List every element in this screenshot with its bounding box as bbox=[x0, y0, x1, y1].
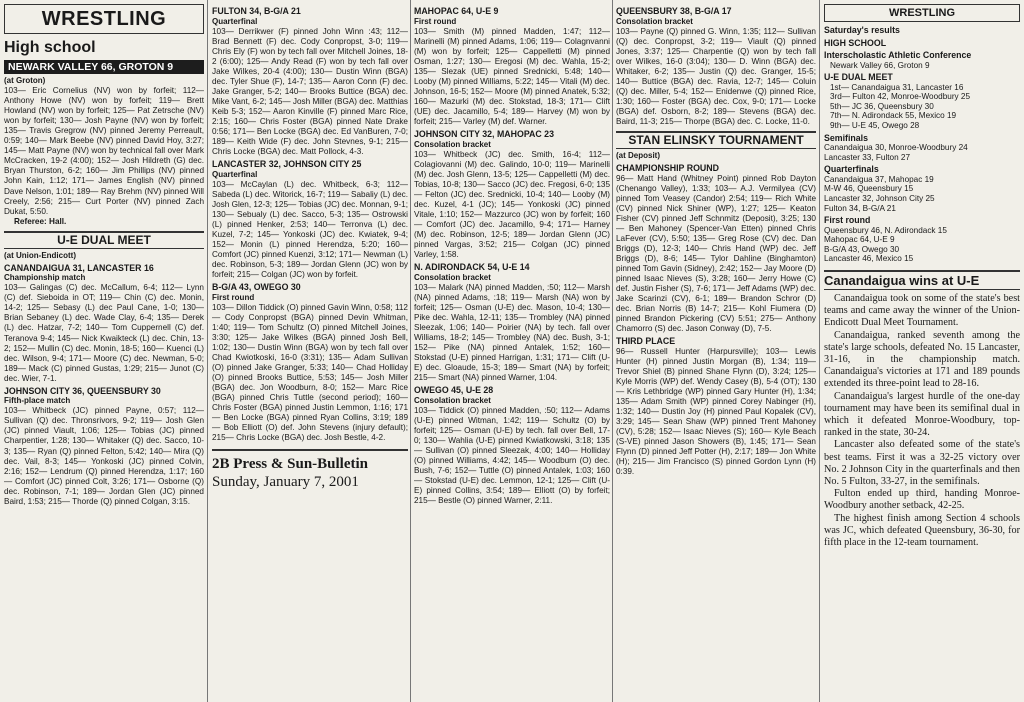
column-3 bbox=[414, 4, 610, 700]
round-label: Quarterfinal bbox=[212, 16, 258, 26]
column-rule bbox=[819, 0, 820, 702]
meet-results: 103— Galingas (C) dec. McCallum, 6-4; 112— Lynn (C) def. Sieboida in OT; 119— Chin (C) dec. Monin, 14-2; 125— Sebasy (L) dec Paul Cane, 1-0; 130— Brian Sebaney (L) dec. Wade Clay, 6-4; 135— Derek (L) dec. Hatzar, 7-2; 140— Tom Cuppernell (C) def. Teranova 9-4; 145— Nick Kwaikteck (L) dec. Chin, 13-2; 152— Mullin (C) dec. Monin, 18-5; 160— Kuenci (L) dec. Wilson, 9-4; 171— Moore (C) dec. Newman, 5-0; 189— Mack (C) pinned Gustas, 1:29; 215— Junot (C) dec. Wier, 7-1. bbox=[4, 283, 204, 383]
meet-heading: LANCASTER 32, JOHNSON CITY 25 bbox=[212, 159, 362, 170]
meet-results: 103— Malark (NA) pinned Madden, :50; 112— Marsh (NA) pinned Adams, :18; 119— Marsh (NA) won by forfeit; 125— Osman (U-E) dec. Mason, 10-4; 130— Pike dec. Wahla, 12-11; 135— Trombley (NA) pinned Sleezak, 1:06; 140— Poirier (NA) by tech. fall over Williams, 18-2; 145— Trombley (NA) dec. Bush, 3-1; 152— Pike (NA) pinned Antalek, 1:52; 160— Stokstad (U-E) pinned Harrigan, 1:31; 171— Clift (U-E) dec. Gloaude, 15-3; 189— Smart (NA) by forfeit; 215— Smart (NA) pinned Warner, 1:04. bbox=[414, 282, 610, 383]
meet-results: 103— Dillon Tiddick (O) pinned Gavin Winn, 0:58; 112— Cody Conpropst (BGA) pinned Devin Whitman, 1:40; 119— Tom Schultz (O) pinned Mitchell Joines, 3:30; 125— Jake Wilkes (BGA) pinned Josh Bell, 1:02; 130— Dustin Winn (BGA) won by tech fall over Chad Kwiotkoski, 16-0 (3:31); 135— Adam Sullivan (O) pinned Jake Granger, 5:33; 140— Chad Holliday (O) pinned Brooks Buttice, 5:53; 145— Josh Miller (BGA) dec. Jon Woodburn, 8-0; 152— Marc Rice (BGA) pinned Chris Tuttle (second period); 160— Chris Foster (BGA) pinned Justin Lemmon, 1:16; 171— Ben Locke (BGA) pinned Ryan Collins, 3:19; 189— Bob Elliott (O) def. John Stevens (injury default); 215— Chris Locke (BGA) dec. Josh Bestle, 4-2. bbox=[212, 302, 408, 443]
result-line: 1st— Canandaigua 31, Lancaster 16 bbox=[830, 82, 964, 92]
round-label: First round bbox=[414, 16, 457, 26]
page-number: 2B bbox=[212, 456, 230, 473]
meet-location: (at Deposit) bbox=[616, 151, 660, 161]
meet-heading: FULTON 34, B-G/A 21 bbox=[212, 6, 301, 16]
column-4 bbox=[616, 4, 816, 700]
meet-results: 103— Derrikwer (F) pinned John Winn :43; 112— Brad Bennett (F) dec. Cody Conpropst, 3-0; 119— Chris Ely (F) won by tech fall over Mitchell Joines, 18-2 (6:00); 125— Andy Read (F) won by tech fall over Jake Wilkes, 20-4 (4:00); 130— Dustin Winn (BGA) dec. Tyler Shue (F), 14-7; 135— Aaron Conn (F) dec. Jake Granger, 5-2; 140— Brooks Buttice (BGA) dec. Mike Vant, 6-2; 145— Josh Miller (BGA) dec. Matthias Keib 5-3; 152— Aaron Kinville (F) pinned Marc Rice, 2:15; 160— Chris Foster (BGA) pinned Nate Drake 0:56; 171— Ben Locke (BGA) dec. Ed VanBuren, 7-0; 189— Keith Wide (F) dec. John Stevnes, 9-1; 215— Chris Locke (BGA) dec. Matt Pollock, 4-3. bbox=[212, 26, 408, 157]
story-paragraph: Fulton ended up third, handing Monroe-Woodbury another setback, 42-25. bbox=[824, 488, 1020, 512]
result-line: Queensbury 46, N. Adirondack 15 bbox=[824, 225, 947, 235]
result-line: B-G/A 43, Owego 30 bbox=[824, 244, 900, 254]
story-paragraph: The highest finish among Section 4 schools was JC, which defeated Queensbury, 36-30, for fifth place in the 12-team tournament. bbox=[824, 512, 1020, 549]
meet-results: 103— McCaylan (L) dec. Whitbeck, 6-3; 112— Sabeda (L) dec. Witorick, 16-7; 119— Sabaliy (L) dec. Josh Glen, 12-3; 125— Tobias (JC) dec. Monnan, 9-1; 130— Sebualy (L) dec. Sacco, 5-3; 135— Ostrowski (L) pinned Henker, 2:53; 140— Terronva (L) dec. Kuzel, 7-2; 145— Yonkoski (JC) dec. Kwiatek, 9-4; 152— Monin (L) pinned Herendza, 5:20; 160— Comfort (JC) pinned Kuenzi, 3:12; 171— Newman (L) dec. Robinson, 5-3; 189— Jordan Glenn (JC) won by forfeit; 215— Colgan (JC) won by forfeit. bbox=[212, 179, 408, 280]
meet-location: (at Union-Endicott) bbox=[4, 250, 76, 260]
round-label: Quarterfinal bbox=[212, 169, 258, 179]
meet-heading: B-G/A 43, OWEGO 30 bbox=[212, 282, 301, 293]
round-label: THIRD PLACE bbox=[616, 336, 676, 347]
column-rule bbox=[207, 0, 208, 702]
story-headline: Canandaigua wins at U-E bbox=[824, 270, 1020, 290]
result-line: Fulton 34, B-G/A 21 bbox=[824, 203, 896, 213]
story-paragraph: Lancaster also defeated some of the state's best teams. First it was a 32-25 victory over No. 2 Johnson City in the quarterfinals and then No. 5 Fulton, 33-27, in the semifinals. bbox=[824, 439, 1020, 488]
results-heading: Interscholastic Athletic Conference bbox=[824, 50, 972, 60]
meet-location: (at Groton) bbox=[4, 76, 46, 85]
result-line: 7th— N. Adirondack 55, Mexico 19 bbox=[830, 111, 957, 121]
result-line: 3rd— Fulton 42, Monroe-Woodbury 25 bbox=[830, 92, 971, 102]
round-label: CHAMPIONSHIP ROUND bbox=[616, 163, 719, 174]
round-label: Consolation bracket bbox=[414, 272, 491, 282]
result-line: Mahopac 64, U-E 9 bbox=[824, 235, 895, 245]
results-heading: Semifinals bbox=[824, 132, 869, 143]
meet-results: 103— Whitbeck (JC) dec. Smith, 16-4; 112— Colagiovanni (M) dec. Galindo, 10-0; 119— Marinelli (M) dec. Josh Glenn, 13-5; 125— Cappelletti (M) dec. Tobias, 10-8; 130— Sacco (JC) dec. Fregosi, 6-0; 135— Felton (JC) dec. Srednicki, 10-4; 140— Looby (M) dec. Kuzel, 4-1 (JC); 145— Yonkoski (JC) pinned Vitale, 1:10; 152— Mazzurco (JC) won by forfeit; 160— Comfort (JC) dec. Jacamillo, 9-4; 171— Harney (M) dec. Robinson, 12-5; 189— Jordan Glenn (JC) pinned Vargas, 3:52; 215— Colgan (JC) pinned Varley, 1:58. bbox=[414, 149, 610, 260]
round-label: Fifth-place match bbox=[4, 396, 71, 406]
result-line: 5th— JC 36, Queensbury 30 bbox=[830, 101, 934, 111]
result-line: Lancaster 32, Johnson City 25 bbox=[824, 193, 935, 203]
meet-results: 96— Matt Hand (Whitney Point) pinned Rob Dayton (Chenango Valley), 1:33; 103— A.J. Vermilyea (CV) pinned Tom Veasey (Candor) 2:54; 119— Rich White (CV) pinned Nick Shiner (WP), 1:27; 125— Keaton Fisher (CV) pinned Jeff Schnmitz (Deposit), 3:25; 130— Ben Mahoney (Spencer-Van Etten) pinned Chris LaFever (CV), 5:50; 135— Greg Rose (CV) dec. Dan Briggs (D), 12-3; 140— Chris Hand (WP) dec. Jeff Briggs (D), 8-6; 145— Tylor Dahline (Binghamton) pinned Tom Gavin (Sidney), 2:42; 152— Jay Moore (D) pinned Isaac Nieves (S), 3:28; 160— Jerry Howe (C) def. Justin Fisher (S), 7-6; 171— Jeff Adams (WP) dec. Jake Scarinzi (CV), 6-1; 189— Brandon Schror (D) dec. Brian Norris (B) 14-7; 215— Kohl Fiumera (D) pinned Brandon Pickering (CV) 5:51; 275— Anthony Chamorro (S) dec. Jason Conway (D), 7-5. bbox=[616, 173, 816, 334]
meet-heading: JOHNSON CITY 32, MAHOPAC 23 bbox=[414, 129, 554, 140]
round-label: First round bbox=[212, 292, 255, 302]
story-body bbox=[824, 293, 1020, 549]
result-line: M-W 46, Queensbury 15 bbox=[824, 184, 914, 194]
meet-results: 96— Russell Hunter (Harpursville); 103— Lewis Hunter (H) pinned Justin Morgan (B), 1:34; 119— Trevor Shiel (B) pinned Shane Flynn (D), 3:24; 125— Kyle Morris (WP) def. Wendy Casey (B), 5-4 (OT); 130— Kris Lethbridge (WP) pinned Gary Hunter (H), 1:34; 135— Adam Smith (WP) pinned Corey Nabinger (H), 1:32; 140— Dustin Joy (H) pinned Paul Kopalek (CV), 3:29; 145— Sean Shaw (WP) pinned Trent Mahoney (CV), 5:28; 152— Isaac Nieves (S); 160— Kyle Beach (S-VE) pinned Jason Showers (B), 1:45; 171— Sean Flynn (D) pinned Jeff Potter (H), 2:17; 189— Jon White (H); 215— Jim Francisco (S) pinned Gordon Lynn (H) 0:39. bbox=[616, 346, 816, 477]
meet-heading: NEWARK VALLEY 66, GROTON 9 bbox=[4, 60, 204, 74]
meet-results: 103— Tiddick (O) pinned Madden, :50; 112— Adams (U-E) pinned Witman, 1:42; 119— Schultz (O) by forfeit; 125— Osman (U-E) by tech. fall over Bell, 17-0; 130— Wahlia (U-E) pinned Kwiatkowski, 3:18; 135— Sullivan (O) pinned Sleezak, 4:00; 140— Holliday (O) pinned Williams, 4:42; 145— Woodburn (O) dec. Bush, 7-6; 152— Tuttle (O) pinned Antalek, 1:03; 160— Stokstad (U-E) dec. Lemmon, 12-1; 125— Clift (U-E) pinned Collins, 3:54; 189— Elliott (O) by forfeit; 215— Bestle (O) pinned Warner, 2:11. bbox=[414, 405, 610, 506]
story-paragraph: Canandaigua, ranked seventh among the state's large schools, defeated No. 15 Lancaster, 31-16, in the championship match. Canandaigua's victories at 171 and 189 pounds extended its three-point lead to 28-16. bbox=[824, 329, 1020, 390]
sub-heading: STAN ELINSKY TOURNAMENT bbox=[616, 131, 816, 149]
story-paragraph: Canandaigua's largest hurdle of the one-day tournament may have been its semifinal dual in which it defeated Monroe-Woodbury, top-ranked in the state, 30-24. bbox=[824, 390, 1020, 439]
result-line: Lancaster 46, Mexico 15 bbox=[824, 254, 914, 264]
round-label: Consolation bracket bbox=[414, 139, 491, 149]
column-rule bbox=[410, 0, 411, 702]
meet-results: 103— Eric Cornelius (NV) won by forfeit; 112— Anthony Howe (NV) won by forfeit; 119— Brett Howland (NV) won by forfeit; 125— Pat Zetrsche (NV) won by forfeit; 130— Josh Payne (NV) won by forfeit; 135— Travis Gregrow (NV) pinned Jeremy Perreault, 0:59; 140— Mark Beebe (NV) pinned David Hoy, 3:27; 145— Matt Payne (NV) won by technical fall over Mark McCracken, 19-2 (4:00); 152— Josh Hildreth (G) dec. Bryan Thurston, 6-2; 160— Jim Phillips (NV) pinned John Kain, 1:12; 171— James English (NV) pinned Dave Nelson, 1:01; 189— Ray Brehm (NV) pinned Will Creely, 2:56; 215— Curt Porter (NV) pinned Zach Dukat, 5:50. bbox=[4, 86, 204, 216]
sub-heading: U-E DUAL MEET bbox=[4, 231, 204, 249]
section-title: WRESTLING bbox=[4, 4, 204, 34]
column-2 bbox=[212, 4, 408, 700]
masthead bbox=[212, 449, 408, 491]
result-line: Newark Valley 66, Groton 9 bbox=[830, 60, 930, 70]
round-label: Championship match bbox=[4, 273, 86, 283]
section-heading: High school bbox=[4, 39, 96, 56]
result-line: 9th— U-E 45, Owego 28 bbox=[830, 120, 920, 130]
meet-heading: JOHNSON CITY 36, QUEENSBURY 30 bbox=[4, 385, 161, 396]
meet-heading: QUEENSBURY 38, B-G/A 17 bbox=[616, 6, 732, 16]
meet-heading: N. ADIRONDACK 54, U-E 14 bbox=[414, 262, 530, 273]
result-line: Lancaster 33, Fulton 27 bbox=[824, 152, 911, 162]
result-line: Canandaigua 37, Mahopac 19 bbox=[824, 174, 934, 184]
results-heading: Saturday's results bbox=[824, 25, 900, 35]
results-box bbox=[824, 25, 1020, 264]
issue-date: Sunday, January 7, 2001 bbox=[212, 474, 359, 491]
meet-results: 103— Whitbeck (JC) pinned Payne, 0:57; 112— Sullivan (Q) dec. Thronsrivors, 9-2; 119— Josh Glen (JC) pinned Viault, 1:06; 125— Tobias (JC) pinned Charpentier, 1:28; 130— Whitaker (Q) dec. Sacco, 10-3; 135— Ryan (Q) pinned Felton, 5:42; 140— Mira (Q) dec. Vail, 8-3; 145— Yonkoski (JC) pinned Colvin, 2:16; 152— Lendrum (Q) pinned Herendza, 1:17; 160— Comfort (JC) pinned Colt, 3:26; 171— Osborne (Q) dec. Robinson, 7-1; 189— Jordan Glen (JC) pinned Baird, 1:53; 215— Thorde (Q) pinned Colgan, 3:15. bbox=[4, 406, 204, 506]
round-label: Consolation bracket bbox=[616, 16, 693, 26]
column-rule bbox=[612, 0, 613, 702]
result-line: Canandaigua 30, Monroe-Woodbury 24 bbox=[824, 143, 968, 153]
meet-results: 103— Payne (Q) pinned G. Winn, 1:35; 112— Sullivan (Q) dec. Conpropst, 3-2; 119— Viault (Q) pinned Jones, 3:37; 125— Charpentie (Q) won by tech fall over Wilkes, 16-0 (3:04); 130— D. Winn (BGA) dec. Whitaker, 6-2; 135— Justin (Q) dec. Granger, 15-5; 140— Buttice (BGA) dec. Ravia, 12-7; 145— Coluin (Q) dec. Miller, 5-4; 152— Enidenwe (Q) pinned Rice, 1:30; 160— Foster (BGA) dec. Cox, 9-0; 171— Locke (BGA) def. Osborn, 8-2; 189— Stevens (BGA) dec. Baird, 11-3; 215— Thorpe (BGA) dec. C. Locke, 11-0. bbox=[616, 26, 816, 126]
results-heading: First round bbox=[824, 215, 871, 226]
meet-heading: OWEGO 45, U-E 28 bbox=[414, 385, 494, 396]
paper-name: Press & Sun-Bulletin bbox=[233, 456, 369, 473]
section-title: WRESTLING bbox=[824, 4, 1020, 22]
meet-heading: CANANDAIGUA 31, LANCASTER 16 bbox=[4, 262, 154, 273]
results-heading: HIGH SCHOOL bbox=[824, 37, 887, 48]
story-paragraph: Canandaigua took on some of the state's best teams and came away the winner of the Union-Endicott Dual Meet Tournament. bbox=[824, 293, 1020, 329]
meet-heading: MAHOPAC 64, U-E 9 bbox=[414, 6, 499, 16]
referee: Referee: Hall. bbox=[14, 216, 67, 226]
column-5 bbox=[824, 4, 1020, 700]
round-label: Consolation bracket bbox=[414, 395, 491, 405]
meet-results: 103— Smith (M) pinned Madden, 1:47; 112— Marinelli (M) pinned Adams, 1:06; 119— Colagnvanni (M) won by forfeit; 125— Cappelletti (M) pinned Osman, 1:27; 130— Eregosi (M) dec. Wahla, 15-2; 135— Slezak (UE) pinned Srednicki, 5:48; 140— Looby (M) pinned Williams, 5:22; 145— Vitali (M) dec. Johnson, 16-5; 152— Moore (M) pinned Anatek, 5:32; 160— Mazurki (M) dec. Stokstad, 18-3; 171— Clift (UE) dec. Jacamillo, 5-4; 189— Harvey (M) won by forfeit; 215— Varley (M) def. Warner. bbox=[414, 26, 610, 126]
results-heading: Quarterfinals bbox=[824, 164, 879, 175]
column-1 bbox=[4, 4, 204, 700]
results-heading: U-E DUAL MEET bbox=[824, 72, 893, 83]
